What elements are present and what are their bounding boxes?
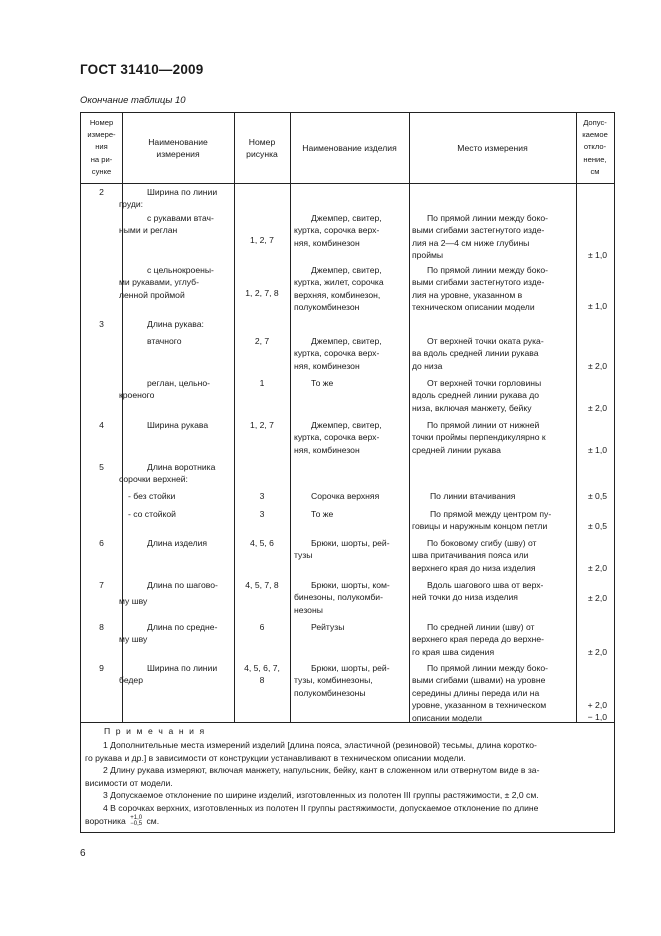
item-name: То же — [311, 378, 334, 388]
tolerance: ± 2,0 — [587, 593, 607, 603]
header-item: Наименование изделия — [302, 143, 397, 153]
header-figure: Номер рисунка — [246, 137, 278, 160]
measure-name: - со стойкой — [128, 509, 176, 519]
figure-number: 1 — [259, 378, 265, 388]
tolerance: ± 0,5 — [587, 521, 607, 531]
row-num: 2 — [99, 187, 104, 197]
figure-number: 1, 2, 7 — [250, 420, 274, 430]
tolerance: ± 2,0 — [587, 403, 607, 413]
page-number: 6 — [80, 848, 86, 859]
header-tolerance: Допус- каемое откло- нение, см — [582, 118, 608, 176]
column-divider — [290, 113, 291, 723]
measure-name: Ширина по линии груди: — [119, 187, 218, 210]
item-name: То же — [311, 509, 334, 519]
item-name: Джемпер, свитер, куртка, сорочка верх- няя, комбинезон — [294, 420, 382, 455]
measure-place: По прямой линии между боко- выми сгибами застегнутого изде- лия на 2—4 см ниже глубины проймы — [412, 213, 548, 261]
measure-name: Длина по средне- му шву — [119, 622, 218, 645]
row-num: 3 — [99, 319, 104, 329]
figure-number: 3 — [259, 509, 265, 519]
note-item-cont: висимости от модели. — [85, 777, 173, 788]
measure-place: По средней линии (шву) от верхнего края переда до верхне- го края шва сидения — [412, 622, 545, 657]
figure-number: 4, 5, 7, 8 — [245, 580, 279, 590]
item-name: Джемпер, свитер, куртка, сорочка верх- няя, комбинезон — [294, 213, 382, 248]
measure-name: Длина рукава: втачного — [147, 319, 204, 347]
item-name: Сорочка верхняя — [311, 491, 380, 501]
measure-place: По прямой линии между боко- выми сгибами (швами) на уровне середины длины переда или на уровне, указанном в техническом описании модели — [412, 663, 548, 723]
measure-place: По боковому сгибу (шву) от шва притачивания пояса или верхнего края до низа изделия — [412, 538, 537, 573]
notes-title: П р и м е ч а н и я — [104, 726, 206, 736]
measure-place: По прямой линии от нижней точки проймы перпендикулярно к средней линии рукава — [412, 420, 546, 455]
figure-number: 6 — [259, 622, 265, 632]
measure-place: По прямой линии между боко- выми сгибами застегнутого изде- лия на уровне, указанном в техническом описании модели — [412, 265, 548, 313]
measure-place: От верхней точки горловины вдоль средней линии рукава до низа, включая манжету, бейку — [412, 378, 542, 413]
figure-number: 2, 7 — [254, 336, 270, 346]
tolerance: ± 2,0 — [587, 563, 607, 573]
table-caption: Окончание таблицы 10 — [80, 95, 186, 106]
row-num: 9 — [99, 663, 104, 673]
measure-name: Длина изделия — [147, 538, 208, 548]
figure-number: 4, 5, 6 — [250, 538, 274, 548]
document-header: ГОСТ 31410—2009 — [80, 62, 204, 77]
measure-name: с рукавами втач- ными и реглан — [119, 213, 214, 236]
item-name: Брюки, шорты, рей- тузы, комбинезоны, полукомбинезоны — [294, 663, 390, 698]
notes-body — [85, 739, 610, 827]
figure-number: 1, 2, 7 — [250, 235, 274, 245]
item-name: Брюки, шорты, рей- тузы — [294, 538, 390, 561]
column-divider — [409, 113, 410, 723]
item-name: Джемпер, свитер, куртка, сорочка верх- няя, комбинезон — [294, 336, 382, 371]
note-item: 3 Допускаемое отклонение по ширине изделий, изготовленных из полотен III группы растяжимости, ± 2,0 см. — [103, 790, 539, 801]
item-name: Джемпер, свитер, куртка, жилет, сорочка верхняя, комбинезон, полукомбинезон — [294, 265, 384, 313]
row-num: 4 — [99, 420, 104, 430]
measure-name: Ширина рукава — [147, 420, 209, 430]
note-item: 2 Длину рукава измеряют, включая манжету, напульсник, бейку, кант в сложенном или отвернутом виде в за- — [103, 765, 540, 776]
row-num: 8 — [99, 622, 104, 632]
note-item-cont: воротника +1,0 −0,5 см. — [85, 815, 160, 828]
figure-number: 4, 5, 6, 7, 8 — [244, 663, 280, 686]
figure-number: 3 — [259, 491, 265, 501]
column-divider — [576, 113, 577, 723]
measure-name: Длина по шагово- му шву — [119, 580, 218, 607]
row-num: 5 — [99, 462, 104, 472]
measurement-table — [80, 112, 615, 833]
tolerance: ± 0,5 — [587, 491, 607, 501]
header-measure-name: Наименование измерения — [148, 137, 208, 160]
header-place: Место измерения — [457, 143, 528, 153]
note-item: 1 Дополнительные места измерений изделий [длина пояса, эластичной (резиновой) тесьмы, длина коротко- — [103, 740, 537, 750]
header-num: Номер измере- ния на ри- сунке — [87, 118, 116, 176]
tolerance: ± 2,0 — [587, 361, 607, 371]
measure-place: По прямой между центром пу- говицы и наружным концом петли — [412, 509, 552, 532]
measure-place: Вдоль шагового шва от верх- ней точки до низа изделия — [412, 580, 544, 603]
row-num: 6 — [99, 538, 104, 548]
measure-name: Длина воротника сорочки верхней: — [119, 462, 216, 485]
item-name: Брюки, шорты, ком- бинезоны, полукомби- незоны — [294, 580, 390, 615]
measure-name: с цельнокроены- ми рукавами, углуб- ленной проймой — [119, 265, 214, 300]
tolerance: ± 2,0 — [587, 647, 607, 657]
note-item: 4 В сорочках верхних, изготовленных из полотен II группы растяжимости, допускаемое отклонение по длине — [103, 802, 539, 813]
measure-name: реглан, цельно- кроеного — [119, 378, 211, 401]
measure-name: - без стойки — [128, 491, 176, 501]
row-num: 7 — [99, 580, 104, 590]
note-item-cont: го рукава и др.] в зависимости от конструкции устанавливают в техническом описании модели. — [85, 752, 466, 763]
item-name: Рейтузы — [311, 622, 345, 632]
tolerance-fraction: +1,0 −0,5 — [130, 815, 143, 828]
tolerance: ± 1,0 — [587, 250, 607, 260]
tolerance: ± 1,0 — [587, 301, 607, 311]
header-divider — [81, 183, 614, 184]
tolerance: + 2,0 − 1,0 — [587, 700, 607, 723]
measure-place: По линии втачивания — [430, 491, 516, 501]
measure-place: От верхней точки оката рука- ва вдоль средней линии рукава до низа — [412, 336, 544, 371]
figure-number: 1, 2, 7, 8 — [245, 288, 279, 298]
measure-name: Ширина по линии бедер — [119, 663, 218, 686]
tolerance: ± 1,0 — [587, 445, 607, 455]
